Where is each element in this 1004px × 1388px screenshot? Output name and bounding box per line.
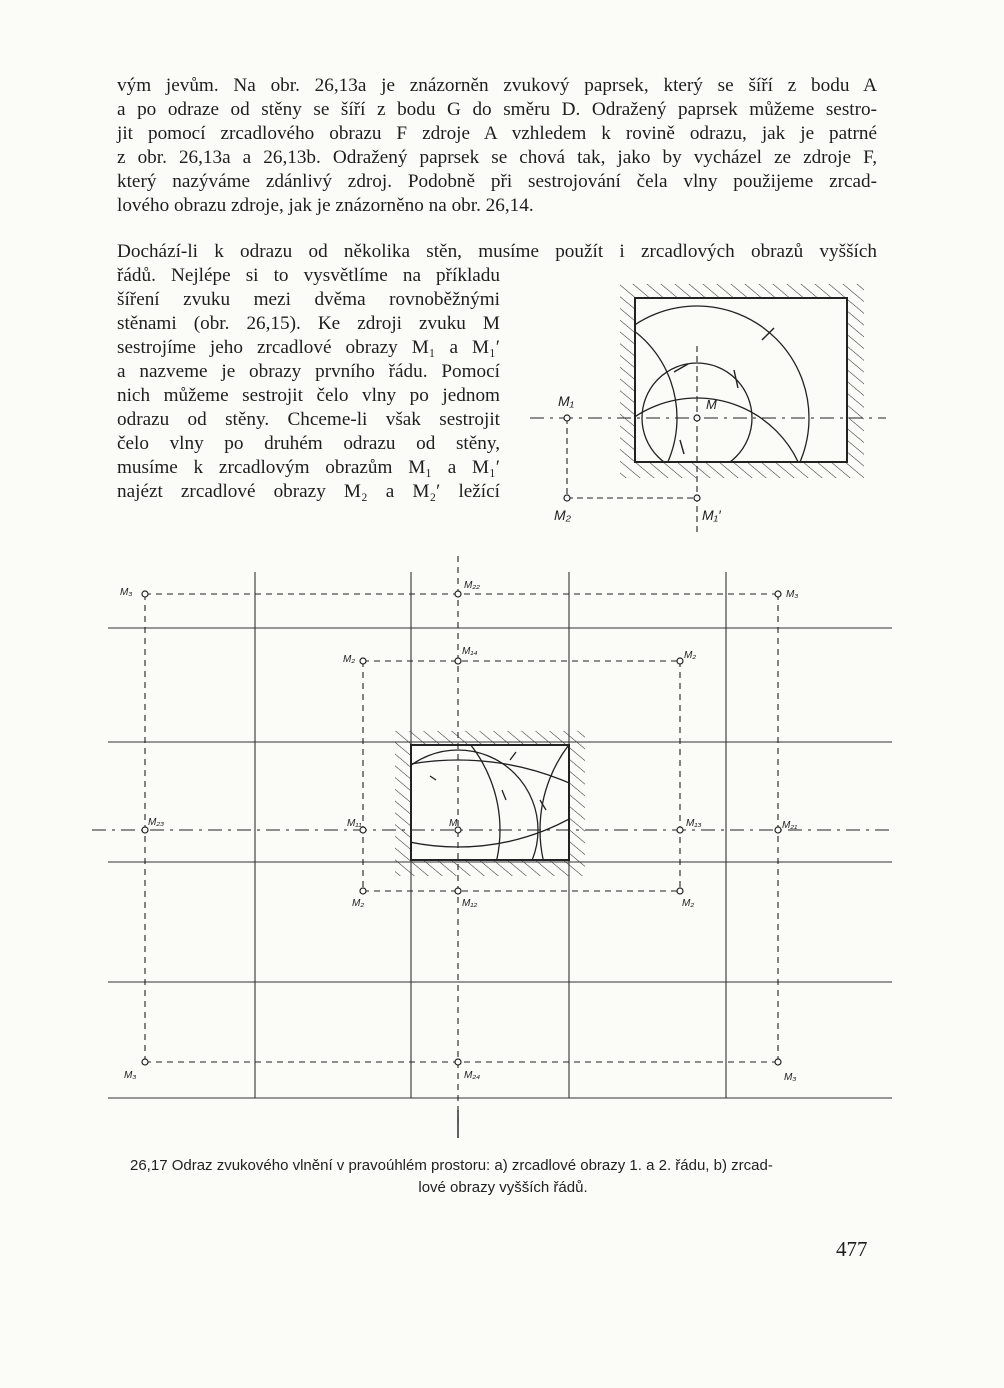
text-line: nich můžeme sestrojit čelo vlny po jednom [117,385,500,406]
label-m14: M₁₄ [462,646,478,657]
source-point [694,415,700,421]
label-m2: M₂ [343,654,356,665]
image-point [694,495,700,501]
text-line: šíření zvuku mezi dvěma rovnoběžnými [117,289,500,310]
caption-line-2: lové obrazy vyšších řádů. [418,1179,588,1196]
label-m12: M₁₂ [462,898,478,909]
label-m11: M₁₁ [347,818,362,829]
text-line: a po odraze od stěny se šíří z bodu G do směru D. Odražený paprsek můžeme sestro- [117,99,877,120]
text-line: odrazu od stěny. Chceme-li však sestrojit [117,409,500,430]
label-m2: M₂ [352,898,365,909]
text-line: řádů. Nejlépe si to vysvětlíme na příkladu [117,265,500,286]
text-line: vým jevům. Na obr. 26,13a je znázorněn zvukový paprsek, který se šíří z bodu A [117,75,877,96]
ray-arrows [674,328,774,454]
image-point [564,415,570,421]
label-m2: M₂ [684,650,697,661]
text-line: který nazýváme zdánlivý zdroj. Podobně při sestrojování čela vlny použijeme zrcad- [117,171,877,192]
label-m1: M₁ [558,393,575,409]
label-m3: M₃ [784,1072,797,1083]
wall-hatching [395,731,585,876]
label-m24: M₂₄ [464,1070,481,1081]
text-line: Dochází-li k odrazu od několika stěn, musíme použít i zrcadlových obrazů vyšších [117,241,877,262]
text-line: sestrojíme jeho zrcadlové obrazy M₁ a M₁′ [117,337,500,358]
label-m2: M₂ [554,507,572,523]
figure-caption [130,1155,876,1199]
label-m: M [706,397,717,412]
caption-line-1: 26,17 Odraz zvukového vlnění v pravoúhlém prostoru: a) zrcadlové obrazy 1. a 2. řádu, b) zrcad- [130,1157,773,1174]
label-m: M [449,818,458,829]
text-line: stěnami (obr. 26,15). Ke zdroji zvuku M [117,313,500,334]
label-m22: M₂₂ [464,580,480,591]
text-line: musíme k zrcadlovým obrazům M₁ a M₁′ [117,457,500,478]
room-outline [635,298,847,462]
label-m2: M₂ [682,898,695,909]
image-point [564,495,570,501]
dashed-construction-lines [145,556,778,1128]
text-line: a nazveme je obrazy prvního řádu. Pomocí [117,361,500,382]
label-m21: M₂₁ [782,820,798,831]
text-line: najézt zrcadlové obrazy M₂ a M₂′ ležící [117,481,500,502]
label-m3: M₃ [124,1070,137,1081]
label-m3: M₃ [120,587,133,598]
text-line: čelo vlny po druhém odrazu od stěny, [117,433,500,454]
text-line: z obr. 26,13a a 26,13b. Odražený paprsek se chová tak, jako by vycházel ze zdroje F, [117,147,877,168]
page-number: 477 [836,1237,868,1261]
label-m13: M₁₃ [686,818,702,829]
label-m3: M₃ [786,589,799,600]
label-m1-prime: M₁′ [702,507,721,523]
text-line: jit pomocí zrcadlového obrazu F zdroje A vzhledem k rovině odrazu, jak je patrné [117,123,877,144]
label-m23: M₂₃ [148,817,165,828]
figure-26-15 [457,284,886,622]
text-line: lového obrazu zdroje, jak je znázorněno na obr. 26,14. [117,195,534,216]
